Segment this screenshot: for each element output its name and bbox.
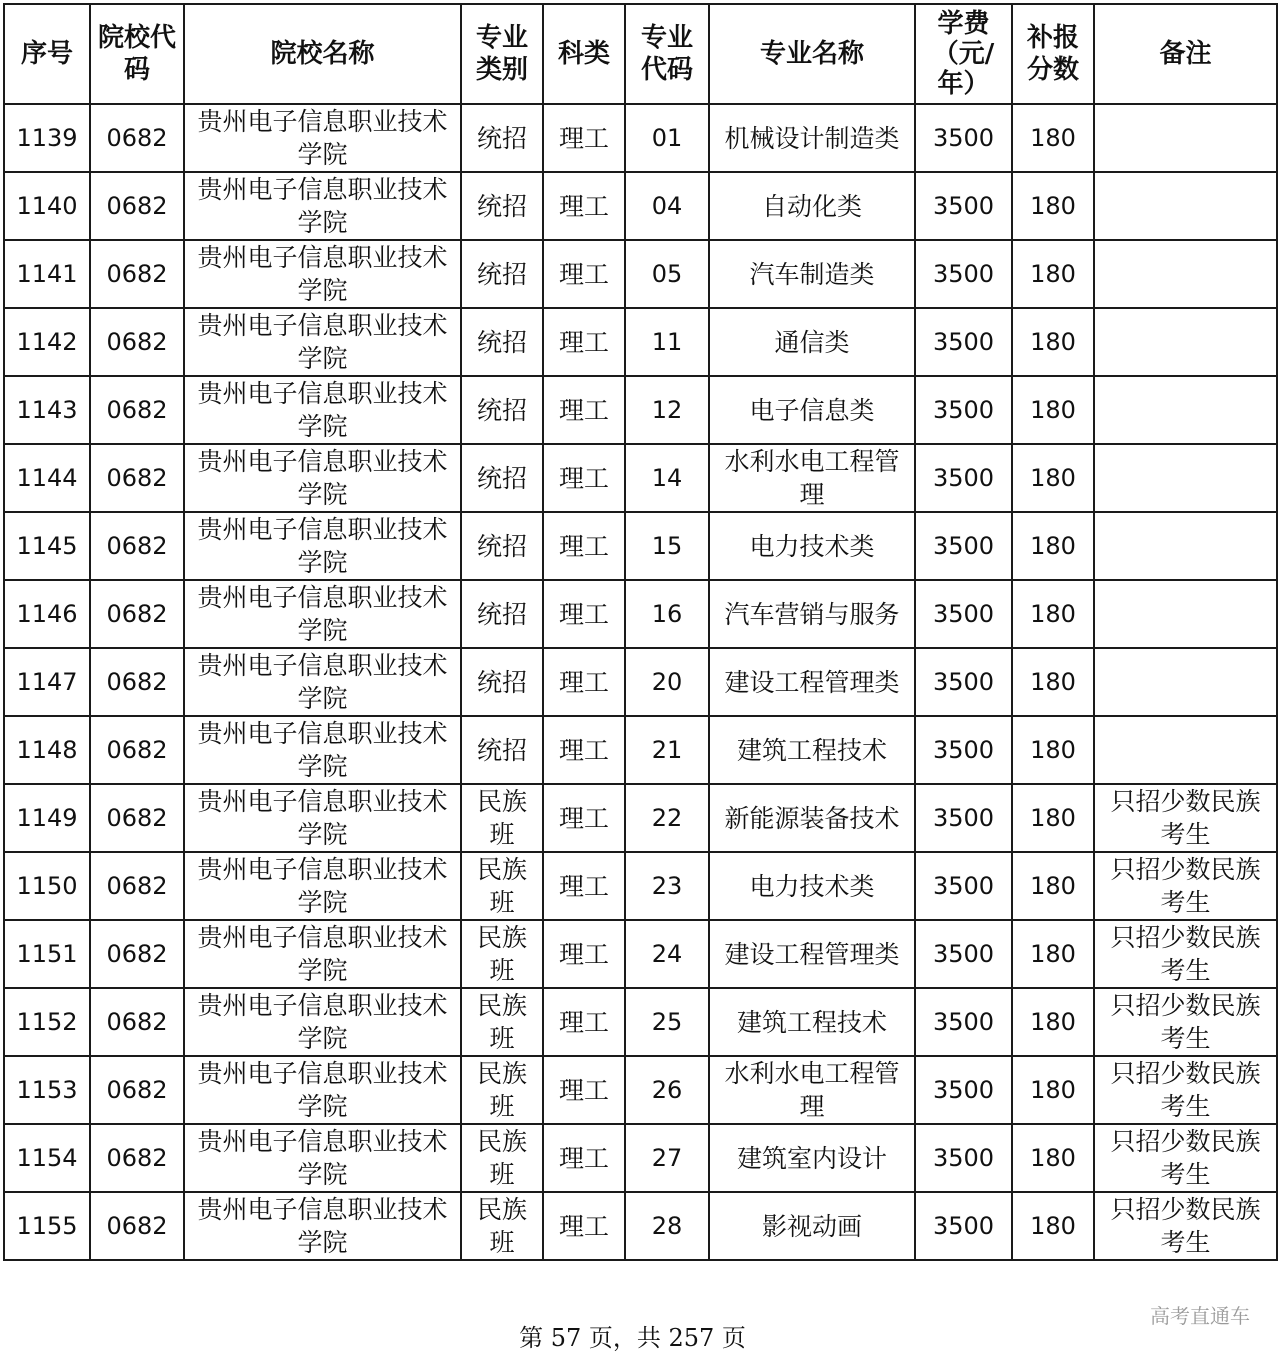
cell-major-code: 22 <box>625 784 709 852</box>
cell-subject: 理工 <box>543 240 625 308</box>
cell-remark: 只招少数民族考生 <box>1094 1192 1277 1260</box>
cell-serial: 1149 <box>4 784 90 852</box>
cell-school-name: 贵州电子信息职业技术学院 <box>184 444 461 512</box>
cell-school-code: 0682 <box>90 988 184 1056</box>
cell-serial: 1154 <box>4 1124 90 1192</box>
cell-score: 180 <box>1012 1192 1094 1260</box>
cell-serial: 1147 <box>4 648 90 716</box>
cell-major-code: 23 <box>625 852 709 920</box>
cell-tuition: 3500 <box>915 988 1012 1056</box>
cell-major-type: 民族班 <box>461 784 543 852</box>
cell-major-code: 26 <box>625 1056 709 1124</box>
cell-remark: 只招少数民族考生 <box>1094 988 1277 1056</box>
cell-subject: 理工 <box>543 376 625 444</box>
table-row <box>4 1192 1277 1260</box>
cell-serial: 1143 <box>4 376 90 444</box>
cell-serial: 1139 <box>4 104 90 172</box>
header-remark: 备注 <box>1094 4 1277 104</box>
cell-score: 180 <box>1012 240 1094 308</box>
table-body <box>4 104 1277 1260</box>
table-row <box>4 580 1277 648</box>
cell-score: 180 <box>1012 376 1094 444</box>
cell-school-name: 贵州电子信息职业技术学院 <box>184 308 461 376</box>
header-major-code: 专业代码 <box>625 4 709 104</box>
cell-school-code: 0682 <box>90 512 184 580</box>
cell-subject: 理工 <box>543 988 625 1056</box>
cell-major-code: 28 <box>625 1192 709 1260</box>
cell-remark <box>1094 716 1277 784</box>
cell-major-type: 统招 <box>461 580 543 648</box>
cell-serial: 1150 <box>4 852 90 920</box>
cell-major-code: 12 <box>625 376 709 444</box>
cell-major-code: 27 <box>625 1124 709 1192</box>
cell-major-name: 建设工程管理类 <box>709 920 915 988</box>
cell-school-name: 贵州电子信息职业技术学院 <box>184 240 461 308</box>
cell-serial: 1142 <box>4 308 90 376</box>
cell-serial: 1141 <box>4 240 90 308</box>
cell-tuition: 3500 <box>915 1192 1012 1260</box>
cell-remark <box>1094 308 1277 376</box>
table-row <box>4 1056 1277 1124</box>
cell-school-code: 0682 <box>90 104 184 172</box>
cell-major-name: 新能源装备技术 <box>709 784 915 852</box>
header-serial: 序号 <box>4 4 90 104</box>
table-row <box>4 240 1277 308</box>
table-row <box>4 648 1277 716</box>
cell-tuition: 3500 <box>915 920 1012 988</box>
cell-remark <box>1094 376 1277 444</box>
cell-school-code: 0682 <box>90 308 184 376</box>
cell-subject: 理工 <box>543 716 625 784</box>
cell-school-name: 贵州电子信息职业技术学院 <box>184 920 461 988</box>
cell-major-type: 统招 <box>461 172 543 240</box>
watermark-text: 高考直通车 <box>1150 1304 1250 1328</box>
cell-subject: 理工 <box>543 104 625 172</box>
cell-school-code: 0682 <box>90 172 184 240</box>
cell-serial: 1148 <box>4 716 90 784</box>
cell-major-name: 水利水电工程管理 <box>709 1056 915 1124</box>
cell-score: 180 <box>1012 648 1094 716</box>
table-row <box>4 988 1277 1056</box>
cell-school-code: 0682 <box>90 716 184 784</box>
cell-subject: 理工 <box>543 444 625 512</box>
cell-remark <box>1094 104 1277 172</box>
cell-school-name: 贵州电子信息职业技术学院 <box>184 172 461 240</box>
cell-subject: 理工 <box>543 172 625 240</box>
cell-subject: 理工 <box>543 1192 625 1260</box>
cell-remark <box>1094 240 1277 308</box>
cell-subject: 理工 <box>543 1124 625 1192</box>
cell-tuition: 3500 <box>915 512 1012 580</box>
cell-score: 180 <box>1012 308 1094 376</box>
cell-score: 180 <box>1012 716 1094 784</box>
cell-serial: 1151 <box>4 920 90 988</box>
cell-subject: 理工 <box>543 512 625 580</box>
cell-tuition: 3500 <box>915 716 1012 784</box>
cell-school-name: 贵州电子信息职业技术学院 <box>184 580 461 648</box>
cell-remark: 只招少数民族考生 <box>1094 784 1277 852</box>
header-row <box>4 4 1277 104</box>
cell-school-code: 0682 <box>90 784 184 852</box>
cell-major-name: 自动化类 <box>709 172 915 240</box>
cell-serial: 1145 <box>4 512 90 580</box>
header-score: 补报分数 <box>1012 4 1094 104</box>
cell-major-code: 24 <box>625 920 709 988</box>
cell-tuition: 3500 <box>915 784 1012 852</box>
cell-school-name: 贵州电子信息职业技术学院 <box>184 1056 461 1124</box>
cell-score: 180 <box>1012 784 1094 852</box>
header-subject: 科类 <box>543 4 625 104</box>
cell-remark <box>1094 512 1277 580</box>
cell-remark <box>1094 580 1277 648</box>
cell-subject: 理工 <box>543 580 625 648</box>
cell-major-code: 14 <box>625 444 709 512</box>
cell-score: 180 <box>1012 920 1094 988</box>
table-row <box>4 172 1277 240</box>
cell-major-name: 通信类 <box>709 308 915 376</box>
cell-major-type: 民族班 <box>461 852 543 920</box>
cell-subject: 理工 <box>543 852 625 920</box>
cell-major-name: 机械设计制造类 <box>709 104 915 172</box>
cell-major-type: 统招 <box>461 716 543 784</box>
cell-subject: 理工 <box>543 308 625 376</box>
cell-subject: 理工 <box>543 1056 625 1124</box>
cell-school-name: 贵州电子信息职业技术学院 <box>184 648 461 716</box>
cell-tuition: 3500 <box>915 172 1012 240</box>
cell-tuition: 3500 <box>915 580 1012 648</box>
header-major-name: 专业名称 <box>709 4 915 104</box>
cell-major-name: 电力技术类 <box>709 512 915 580</box>
cell-school-code: 0682 <box>90 852 184 920</box>
cell-school-name: 贵州电子信息职业技术学院 <box>184 716 461 784</box>
table-row <box>4 104 1277 172</box>
header-tuition: 学费（元/年） <box>915 4 1012 104</box>
cell-major-name: 电子信息类 <box>709 376 915 444</box>
cell-major-type: 统招 <box>461 104 543 172</box>
cell-subject: 理工 <box>543 648 625 716</box>
table-row <box>4 1124 1277 1192</box>
cell-major-code: 25 <box>625 988 709 1056</box>
cell-major-name: 电力技术类 <box>709 852 915 920</box>
cell-major-type: 统招 <box>461 376 543 444</box>
cell-score: 180 <box>1012 444 1094 512</box>
cell-major-name: 建筑工程技术 <box>709 988 915 1056</box>
cell-school-name: 贵州电子信息职业技术学院 <box>184 988 461 1056</box>
cell-major-type: 统招 <box>461 648 543 716</box>
cell-remark: 只招少数民族考生 <box>1094 1056 1277 1124</box>
table-row <box>4 444 1277 512</box>
table-row <box>4 920 1277 988</box>
cell-tuition: 3500 <box>915 444 1012 512</box>
cell-major-name: 影视动画 <box>709 1192 915 1260</box>
cell-major-code: 20 <box>625 648 709 716</box>
table-row <box>4 376 1277 444</box>
cell-school-code: 0682 <box>90 920 184 988</box>
cell-school-name: 贵州电子信息职业技术学院 <box>184 1192 461 1260</box>
cell-school-code: 0682 <box>90 580 184 648</box>
cell-remark <box>1094 648 1277 716</box>
cell-tuition: 3500 <box>915 104 1012 172</box>
cell-major-name: 汽车制造类 <box>709 240 915 308</box>
cell-major-code: 01 <box>625 104 709 172</box>
cell-tuition: 3500 <box>915 1056 1012 1124</box>
cell-major-code: 21 <box>625 716 709 784</box>
cell-remark: 只招少数民族考生 <box>1094 1124 1277 1192</box>
cell-major-name: 建筑室内设计 <box>709 1124 915 1192</box>
cell-tuition: 3500 <box>915 376 1012 444</box>
cell-school-name: 贵州电子信息职业技术学院 <box>184 104 461 172</box>
cell-score: 180 <box>1012 988 1094 1056</box>
cell-school-code: 0682 <box>90 1124 184 1192</box>
cell-school-code: 0682 <box>90 240 184 308</box>
cell-school-name: 贵州电子信息职业技术学院 <box>184 512 461 580</box>
cell-remark <box>1094 444 1277 512</box>
cell-score: 180 <box>1012 1124 1094 1192</box>
cell-major-type: 民族班 <box>461 920 543 988</box>
cell-remark: 只招少数民族考生 <box>1094 920 1277 988</box>
header-school-code: 院校代码 <box>90 4 184 104</box>
cell-tuition: 3500 <box>915 648 1012 716</box>
cell-serial: 1153 <box>4 1056 90 1124</box>
table-row <box>4 308 1277 376</box>
cell-score: 180 <box>1012 852 1094 920</box>
admission-table <box>3 3 1278 1261</box>
cell-remark: 只招少数民族考生 <box>1094 852 1277 920</box>
cell-serial: 1140 <box>4 172 90 240</box>
cell-major-type: 民族班 <box>461 988 543 1056</box>
cell-school-name: 贵州电子信息职业技术学院 <box>184 852 461 920</box>
cell-score: 180 <box>1012 580 1094 648</box>
table-row <box>4 852 1277 920</box>
cell-major-type: 民族班 <box>461 1056 543 1124</box>
cell-major-name: 建设工程管理类 <box>709 648 915 716</box>
cell-major-type: 统招 <box>461 444 543 512</box>
header-school-name: 院校名称 <box>184 4 461 104</box>
cell-major-code: 05 <box>625 240 709 308</box>
cell-major-type: 统招 <box>461 512 543 580</box>
cell-serial: 1152 <box>4 988 90 1056</box>
cell-tuition: 3500 <box>915 240 1012 308</box>
cell-school-code: 0682 <box>90 376 184 444</box>
cell-serial: 1155 <box>4 1192 90 1260</box>
cell-major-name: 汽车营销与服务 <box>709 580 915 648</box>
cell-serial: 1146 <box>4 580 90 648</box>
table-header <box>4 4 1277 104</box>
cell-score: 180 <box>1012 1056 1094 1124</box>
cell-major-code: 16 <box>625 580 709 648</box>
table-row <box>4 716 1277 784</box>
cell-school-code: 0682 <box>90 1056 184 1124</box>
cell-remark <box>1094 172 1277 240</box>
cell-major-name: 建筑工程技术 <box>709 716 915 784</box>
cell-major-name: 水利水电工程管理 <box>709 444 915 512</box>
cell-score: 180 <box>1012 512 1094 580</box>
cell-major-type: 民族班 <box>461 1192 543 1260</box>
table-row <box>4 512 1277 580</box>
table-row <box>4 784 1277 852</box>
cell-tuition: 3500 <box>915 1124 1012 1192</box>
cell-school-code: 0682 <box>90 1192 184 1260</box>
cell-score: 180 <box>1012 104 1094 172</box>
cell-subject: 理工 <box>543 920 625 988</box>
page-number: 第 57 页，共 257 页 <box>519 1324 746 1352</box>
cell-major-code: 04 <box>625 172 709 240</box>
cell-school-name: 贵州电子信息职业技术学院 <box>184 376 461 444</box>
cell-tuition: 3500 <box>915 308 1012 376</box>
cell-serial: 1144 <box>4 444 90 512</box>
cell-school-name: 贵州电子信息职业技术学院 <box>184 1124 461 1192</box>
cell-school-name: 贵州电子信息职业技术学院 <box>184 784 461 852</box>
header-major-type: 专业类别 <box>461 4 543 104</box>
cell-school-code: 0682 <box>90 648 184 716</box>
cell-tuition: 3500 <box>915 852 1012 920</box>
cell-major-code: 11 <box>625 308 709 376</box>
cell-major-type: 民族班 <box>461 1124 543 1192</box>
cell-subject: 理工 <box>543 784 625 852</box>
cell-major-code: 15 <box>625 512 709 580</box>
cell-major-type: 统招 <box>461 240 543 308</box>
cell-score: 180 <box>1012 172 1094 240</box>
cell-major-type: 统招 <box>461 308 543 376</box>
cell-school-code: 0682 <box>90 444 184 512</box>
